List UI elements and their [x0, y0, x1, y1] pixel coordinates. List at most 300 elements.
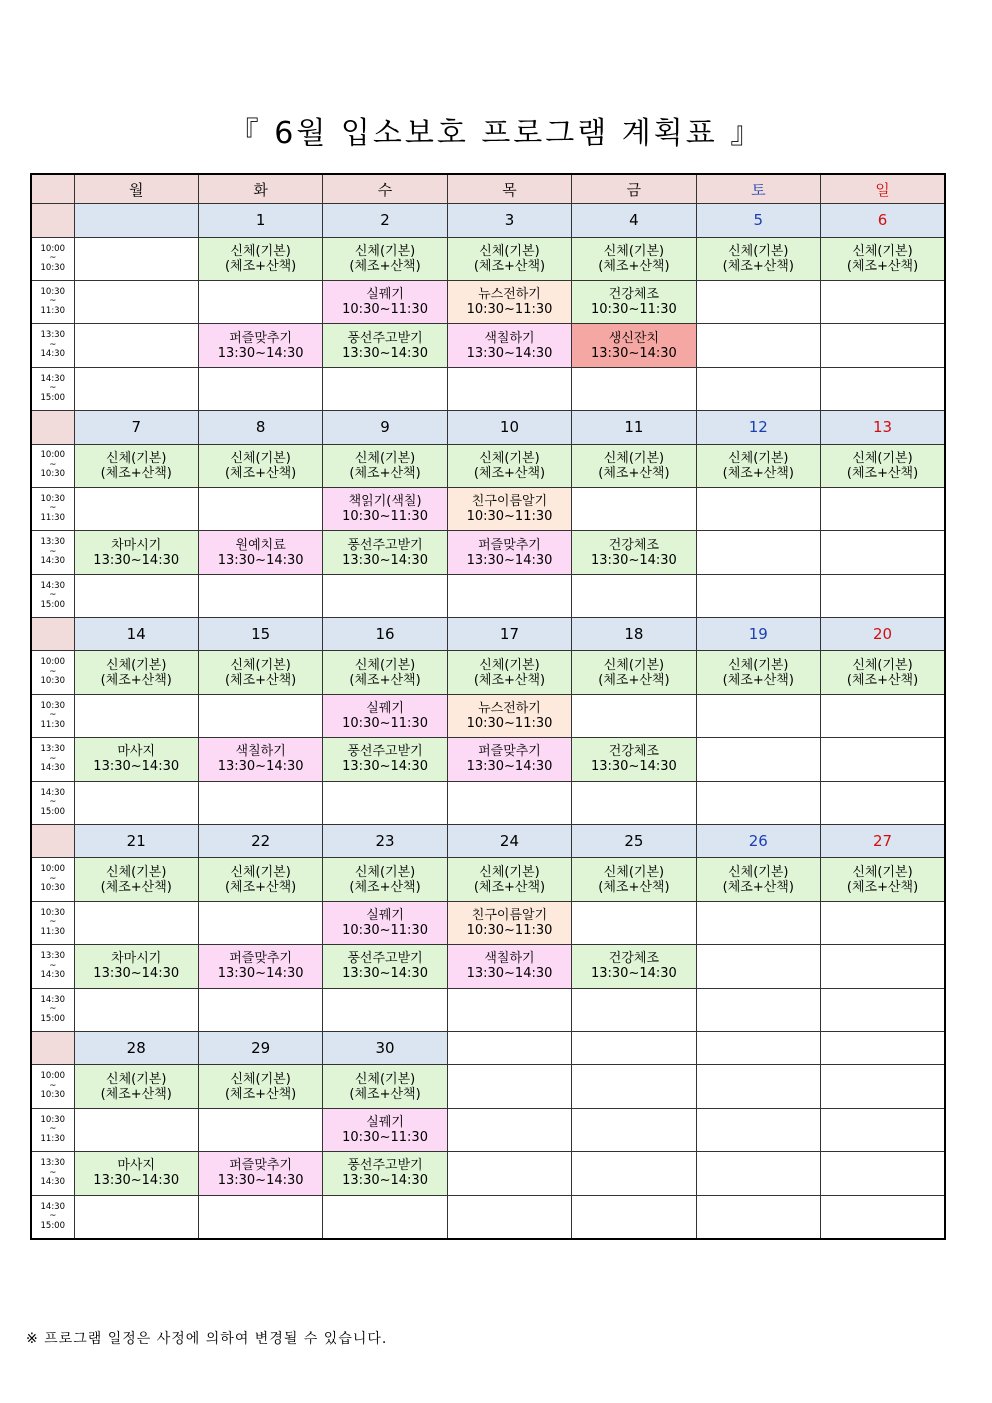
program-text: 풍선주고받기 — [347, 537, 423, 553]
program-text: (체조+산책) — [722, 465, 794, 481]
date-cell: 22 — [198, 825, 322, 858]
program-cell — [821, 367, 945, 410]
program-cell — [447, 531, 571, 574]
program-cell — [198, 781, 322, 824]
program-text: 13:30~14:30 — [590, 966, 677, 982]
time-slot-label — [31, 531, 74, 574]
program-text: 차마시기 — [111, 951, 162, 967]
program-cell — [821, 444, 945, 487]
time-slot-label — [31, 1195, 74, 1239]
time-slot-line: ~ — [49, 503, 57, 514]
date-cell: 2 — [323, 204, 447, 237]
date-row-corner — [31, 411, 74, 444]
program-cell — [198, 694, 322, 737]
program-cell — [696, 1108, 820, 1151]
program-text: (체조+산책) — [224, 672, 297, 688]
program-cell — [323, 901, 447, 944]
time-slot-line: 15:00 — [40, 1013, 65, 1024]
time-slot-label — [31, 574, 74, 617]
program-cell — [323, 237, 447, 280]
program-cell — [572, 1108, 696, 1151]
program-text: 신체(기본) — [603, 243, 665, 259]
program-text: (체조+산책) — [846, 672, 919, 688]
time-slot-line: 10:30 — [40, 469, 65, 480]
program-text: 색칠하기 — [235, 744, 286, 760]
program-cell — [447, 651, 571, 694]
time-slot-line: 10:00 — [40, 243, 65, 254]
time-slot-line: 11:30 — [40, 305, 65, 316]
program-cell — [447, 738, 571, 781]
program-text: 10:30~11:30 — [466, 302, 553, 318]
program-cell — [447, 1065, 571, 1108]
program-cell — [572, 1152, 696, 1195]
program-text: (체조+산책) — [598, 879, 670, 895]
program-text: 10:30~11:30 — [342, 923, 428, 938]
date-cell: 28 — [74, 1032, 198, 1065]
time-slot-line: ~ — [49, 296, 57, 307]
program-text: 신체(기본) — [479, 657, 540, 673]
time-slot-line: 13:30 — [40, 537, 65, 548]
program-text: 차마시기 — [111, 537, 162, 553]
program-cell — [74, 1108, 198, 1151]
time-slot-line: ~ — [49, 873, 57, 884]
time-slot-line: ~ — [49, 917, 57, 928]
program-text: 13:30~14:30 — [217, 759, 304, 775]
program-text: 실꿰기 — [366, 287, 404, 303]
time-slot-label — [31, 237, 74, 280]
program-cell — [323, 1065, 447, 1108]
weekday-header: 토 — [696, 174, 820, 204]
program-cell — [572, 651, 696, 694]
program-text: 10:30~11:30 — [466, 923, 553, 938]
program-cell — [572, 487, 696, 530]
program-cell — [323, 1152, 447, 1195]
program-cell — [696, 651, 820, 694]
time-slot-line: 14:30 — [40, 556, 65, 567]
program-text: (체조+산책) — [349, 879, 421, 895]
time-slot-line: 14:30 — [40, 373, 65, 384]
program-cell — [696, 781, 820, 824]
program-text: 13:30~14:30 — [466, 552, 553, 568]
program-text: 10:30~11:30 — [466, 716, 553, 732]
date-cell — [572, 1032, 696, 1065]
date-cell: 24 — [447, 825, 571, 858]
program-cell — [572, 367, 696, 410]
program-cell — [74, 1152, 198, 1195]
program-cell — [447, 444, 571, 487]
time-slot-row — [31, 781, 945, 824]
program-cell — [696, 738, 820, 781]
time-slot-line: ~ — [49, 339, 57, 350]
time-slot-line: 14:30 — [40, 787, 65, 798]
program-cell — [198, 487, 322, 530]
program-text: 풍선주고받기 — [347, 330, 423, 346]
time-slot-line: 14:30 — [40, 763, 65, 774]
program-text: (체조+산책) — [722, 258, 794, 274]
time-slot-row — [31, 574, 945, 617]
time-slot-line: 10:00 — [40, 450, 65, 461]
program-cell — [572, 1065, 696, 1108]
date-cell: 5 — [696, 204, 820, 237]
time-slot-line: 13:30 — [40, 1158, 65, 1169]
time-slot-row — [31, 280, 945, 323]
program-text: 13:30~14:30 — [466, 966, 553, 982]
time-slot-line: 15:00 — [40, 806, 65, 817]
program-cell — [821, 988, 945, 1031]
program-cell — [323, 738, 447, 781]
date-cell: 14 — [74, 618, 198, 651]
program-text: 신체(기본) — [852, 450, 913, 466]
program-cell — [447, 1108, 571, 1151]
date-cell: 23 — [323, 825, 447, 858]
time-slot-line: ~ — [49, 797, 57, 808]
weekday-header: 수 — [323, 174, 447, 204]
program-text: (체조+산책) — [224, 879, 297, 895]
program-text: (체조+산책) — [224, 258, 297, 274]
program-text: 퍼즐맞추기 — [229, 1158, 293, 1174]
program-cell — [74, 367, 198, 410]
program-text: 신체(기본) — [354, 864, 416, 880]
program-text: 10:30~11:30 — [466, 509, 553, 525]
program-text: (체조+산책) — [349, 1086, 421, 1102]
program-cell — [821, 651, 945, 694]
program-text: 신체(기본) — [354, 1071, 416, 1087]
program-cell — [821, 694, 945, 737]
program-text: 13:30~14:30 — [93, 552, 180, 568]
program-text: 13:30~14:30 — [217, 345, 304, 361]
time-slot-line: 14:30 — [40, 1201, 65, 1212]
date-cell: 15 — [198, 618, 322, 651]
program-text: 신체(기본) — [354, 243, 416, 259]
time-slot-row — [31, 738, 945, 781]
program-text: 10:30~11:30 — [590, 302, 677, 318]
time-slot-row — [31, 367, 945, 410]
program-cell — [821, 945, 945, 988]
time-slot-line: 10:30 — [40, 883, 65, 894]
program-text: 신체(기본) — [603, 450, 665, 466]
program-text: 13:30~14:30 — [590, 345, 677, 361]
program-cell — [74, 444, 198, 487]
program-text: 13:30~14:30 — [466, 345, 553, 361]
program-cell — [821, 1195, 945, 1239]
program-cell — [821, 858, 945, 901]
program-cell — [198, 1108, 322, 1151]
program-cell — [198, 324, 322, 367]
program-cell — [323, 988, 447, 1031]
time-slot-label — [31, 1065, 74, 1108]
program-cell — [74, 945, 198, 988]
date-row-corner — [31, 618, 74, 651]
program-text: (체조+산책) — [473, 465, 546, 481]
time-slot-row — [31, 988, 945, 1031]
program-text: 10:30~11:30 — [342, 716, 428, 732]
time-slot-line: ~ — [49, 383, 57, 394]
date-row — [31, 1032, 945, 1065]
program-cell — [572, 280, 696, 323]
program-cell — [74, 280, 198, 323]
time-slot-row — [31, 694, 945, 737]
program-text: 13:30~14:30 — [466, 759, 553, 775]
program-cell — [74, 901, 198, 944]
program-cell — [323, 280, 447, 323]
date-row-corner — [31, 1032, 74, 1065]
program-text: 원예치료 — [235, 537, 286, 553]
program-cell — [572, 988, 696, 1031]
program-cell — [74, 531, 198, 574]
program-cell — [572, 694, 696, 737]
time-slot-line: 11:30 — [40, 512, 65, 523]
time-slot-row — [31, 1195, 945, 1239]
program-cell — [447, 858, 571, 901]
program-cell — [447, 324, 571, 367]
program-text: 풍선주고받기 — [347, 951, 423, 967]
program-text: 신체(기본) — [106, 1071, 167, 1087]
program-cell — [447, 574, 571, 617]
program-text: 신체(기본) — [106, 450, 167, 466]
date-cell: 17 — [447, 618, 571, 651]
program-cell — [447, 901, 571, 944]
program-cell — [74, 651, 198, 694]
program-text: (체조+산책) — [349, 258, 421, 274]
program-text: (체조+산책) — [349, 465, 421, 481]
time-slot-row — [31, 444, 945, 487]
program-cell — [323, 945, 447, 988]
program-cell — [696, 280, 820, 323]
program-text: 색칠하기 — [484, 951, 535, 967]
program-text: 신체(기본) — [354, 450, 416, 466]
program-text: 풍선주고받기 — [347, 744, 423, 760]
date-cell: 25 — [572, 825, 696, 858]
date-cell: 29 — [198, 1032, 322, 1065]
program-cell — [74, 858, 198, 901]
weekday-header: 금 — [572, 174, 696, 204]
time-slot-row — [31, 1108, 945, 1151]
time-slot-line: 14:30 — [40, 994, 65, 1005]
program-cell — [198, 901, 322, 944]
time-slot-line: 14:30 — [40, 970, 65, 981]
time-slot-line: 14:30 — [40, 1177, 65, 1188]
time-slot-label — [31, 858, 74, 901]
date-cell: 13 — [821, 411, 945, 444]
time-slot-label — [31, 324, 74, 367]
program-text: (체조+산책) — [100, 1086, 172, 1102]
program-cell — [696, 945, 820, 988]
program-text: 실꿰기 — [366, 1114, 404, 1130]
program-text: (체조+산책) — [598, 465, 670, 481]
program-cell — [696, 444, 820, 487]
program-cell — [198, 651, 322, 694]
program-cell — [572, 738, 696, 781]
program-cell — [447, 1195, 571, 1239]
program-text: 13:30~14:30 — [342, 1173, 428, 1189]
program-cell — [696, 531, 820, 574]
program-text: (체조+산책) — [598, 258, 670, 274]
program-text: 퍼즐맞추기 — [229, 951, 293, 967]
time-slot-line: ~ — [49, 1211, 57, 1222]
program-text: 신체(기본) — [479, 864, 540, 880]
program-text: 13:30~14:30 — [217, 1173, 304, 1189]
program-cell — [447, 945, 571, 988]
program-cell — [821, 280, 945, 323]
program-text: (체조+산책) — [473, 258, 546, 274]
time-slot-line: ~ — [49, 253, 57, 264]
time-slot-row — [31, 487, 945, 530]
program-cell — [572, 945, 696, 988]
weekday-header: 화 — [198, 174, 322, 204]
program-text: 신체(기본) — [106, 657, 167, 673]
program-cell — [447, 694, 571, 737]
time-slot-line: ~ — [49, 1080, 57, 1091]
program-text: 친구이름알기 — [471, 908, 548, 923]
time-slot-line: 13:30 — [40, 744, 65, 755]
program-text: 퍼즐맞추기 — [478, 744, 541, 760]
program-text: 퍼즐맞추기 — [478, 537, 541, 553]
program-text: 생신잔치 — [608, 330, 660, 346]
program-cell — [198, 574, 322, 617]
time-slot-line: ~ — [49, 666, 57, 677]
program-text: 13:30~14:30 — [342, 966, 428, 982]
program-cell — [696, 988, 820, 1031]
program-cell — [821, 781, 945, 824]
time-slot-line: ~ — [49, 1167, 57, 1178]
program-text: 건강체조 — [608, 951, 660, 967]
time-slot-label — [31, 901, 74, 944]
program-cell — [323, 694, 447, 737]
program-text: 풍선주고받기 — [347, 1158, 423, 1174]
time-slot-label — [31, 1108, 74, 1151]
program-cell — [447, 487, 571, 530]
program-cell — [696, 1152, 820, 1195]
program-text: (체조+산책) — [473, 879, 546, 895]
time-slot-row — [31, 858, 945, 901]
time-slot-line: ~ — [49, 1124, 57, 1135]
program-text: 건강체조 — [608, 287, 660, 303]
time-slot-row — [31, 651, 945, 694]
program-cell — [821, 574, 945, 617]
program-text: 신체(기본) — [106, 864, 167, 880]
program-cell — [696, 1065, 820, 1108]
program-text: 13:30~14:30 — [342, 759, 428, 775]
time-slot-row — [31, 237, 945, 280]
program-text: 신체(기본) — [852, 864, 913, 880]
time-slot-line: 14:30 — [40, 349, 65, 360]
time-slot-label — [31, 781, 74, 824]
program-cell — [74, 574, 198, 617]
program-cell — [74, 487, 198, 530]
program-cell — [821, 901, 945, 944]
time-slot-label — [31, 487, 74, 530]
program-text: 신체(기본) — [852, 243, 913, 259]
program-cell — [198, 1152, 322, 1195]
program-text: 신체(기본) — [230, 657, 291, 673]
program-text: 13:30~14:30 — [93, 759, 180, 775]
time-slot-row — [31, 945, 945, 988]
program-text: 13:30~14:30 — [590, 759, 677, 775]
time-slot-line: 13:30 — [40, 330, 65, 341]
date-cell: 26 — [696, 825, 820, 858]
program-cell — [572, 444, 696, 487]
program-cell — [198, 531, 322, 574]
time-slot-line: 15:00 — [40, 599, 65, 610]
program-cell — [447, 1152, 571, 1195]
program-cell — [696, 487, 820, 530]
date-cell: 16 — [323, 618, 447, 651]
program-text: 13:30~14:30 — [342, 345, 428, 361]
date-cell: 9 — [323, 411, 447, 444]
program-cell — [572, 574, 696, 617]
time-slot-line: 15:00 — [40, 392, 65, 403]
program-text: 신체(기본) — [603, 657, 665, 673]
date-cell — [447, 1032, 571, 1065]
program-text: (체조+산책) — [846, 879, 919, 895]
weekday-header: 목 — [447, 174, 571, 204]
time-slot-line: ~ — [49, 590, 57, 601]
date-cell: 21 — [74, 825, 198, 858]
date-row — [31, 411, 945, 444]
program-cell — [696, 1195, 820, 1239]
date-cell: 18 — [572, 618, 696, 651]
program-cell — [572, 781, 696, 824]
program-cell — [696, 574, 820, 617]
program-cell — [572, 1195, 696, 1239]
program-cell — [572, 901, 696, 944]
program-cell — [198, 237, 322, 280]
time-slot-row — [31, 1152, 945, 1195]
time-slot-line: 11:30 — [40, 926, 65, 937]
date-cell: 10 — [447, 411, 571, 444]
program-cell — [696, 367, 820, 410]
time-slot-line: ~ — [49, 546, 57, 557]
program-text: 10:30~11:30 — [342, 302, 428, 318]
program-cell — [323, 367, 447, 410]
time-slot-label — [31, 280, 74, 323]
time-slot-line: 10:30 — [40, 676, 65, 687]
time-slot-line: 10:30 — [40, 262, 65, 273]
program-text: 친구이름알기 — [471, 494, 548, 510]
time-slot-line: 10:30 — [40, 907, 65, 918]
time-slot-line: 14:30 — [40, 580, 65, 591]
footnote: ※ 프로그램 일정은 사정에 의하여 변경될 수 있습니다. — [26, 1331, 388, 1347]
date-row — [31, 204, 945, 237]
date-cell: 4 — [572, 204, 696, 237]
program-text: (체조+산책) — [100, 672, 172, 688]
program-cell — [198, 858, 322, 901]
program-cell — [447, 988, 571, 1031]
program-text: 신체(기본) — [728, 864, 789, 880]
program-text: 실꿰기 — [366, 701, 404, 717]
program-cell — [74, 324, 198, 367]
time-slot-line: 10:30 — [40, 493, 65, 504]
time-slot-line: 10:00 — [40, 1071, 65, 1082]
date-cell: 30 — [323, 1032, 447, 1065]
time-slot-line: ~ — [49, 710, 57, 721]
program-cell — [323, 324, 447, 367]
time-slot-line: ~ — [49, 753, 57, 764]
program-cell — [572, 858, 696, 901]
program-text: 뉴스전하기 — [478, 701, 541, 717]
time-slot-label — [31, 945, 74, 988]
program-cell — [572, 531, 696, 574]
program-cell — [821, 1065, 945, 1108]
program-cell — [198, 444, 322, 487]
time-slot-line: 11:30 — [40, 1133, 65, 1144]
date-cell: 1 — [198, 204, 322, 237]
program-cell — [198, 945, 322, 988]
date-cell — [696, 1032, 820, 1065]
program-text: 건강체조 — [608, 744, 660, 760]
program-cell — [696, 901, 820, 944]
program-text: 책읽기(색칠) — [348, 494, 422, 510]
